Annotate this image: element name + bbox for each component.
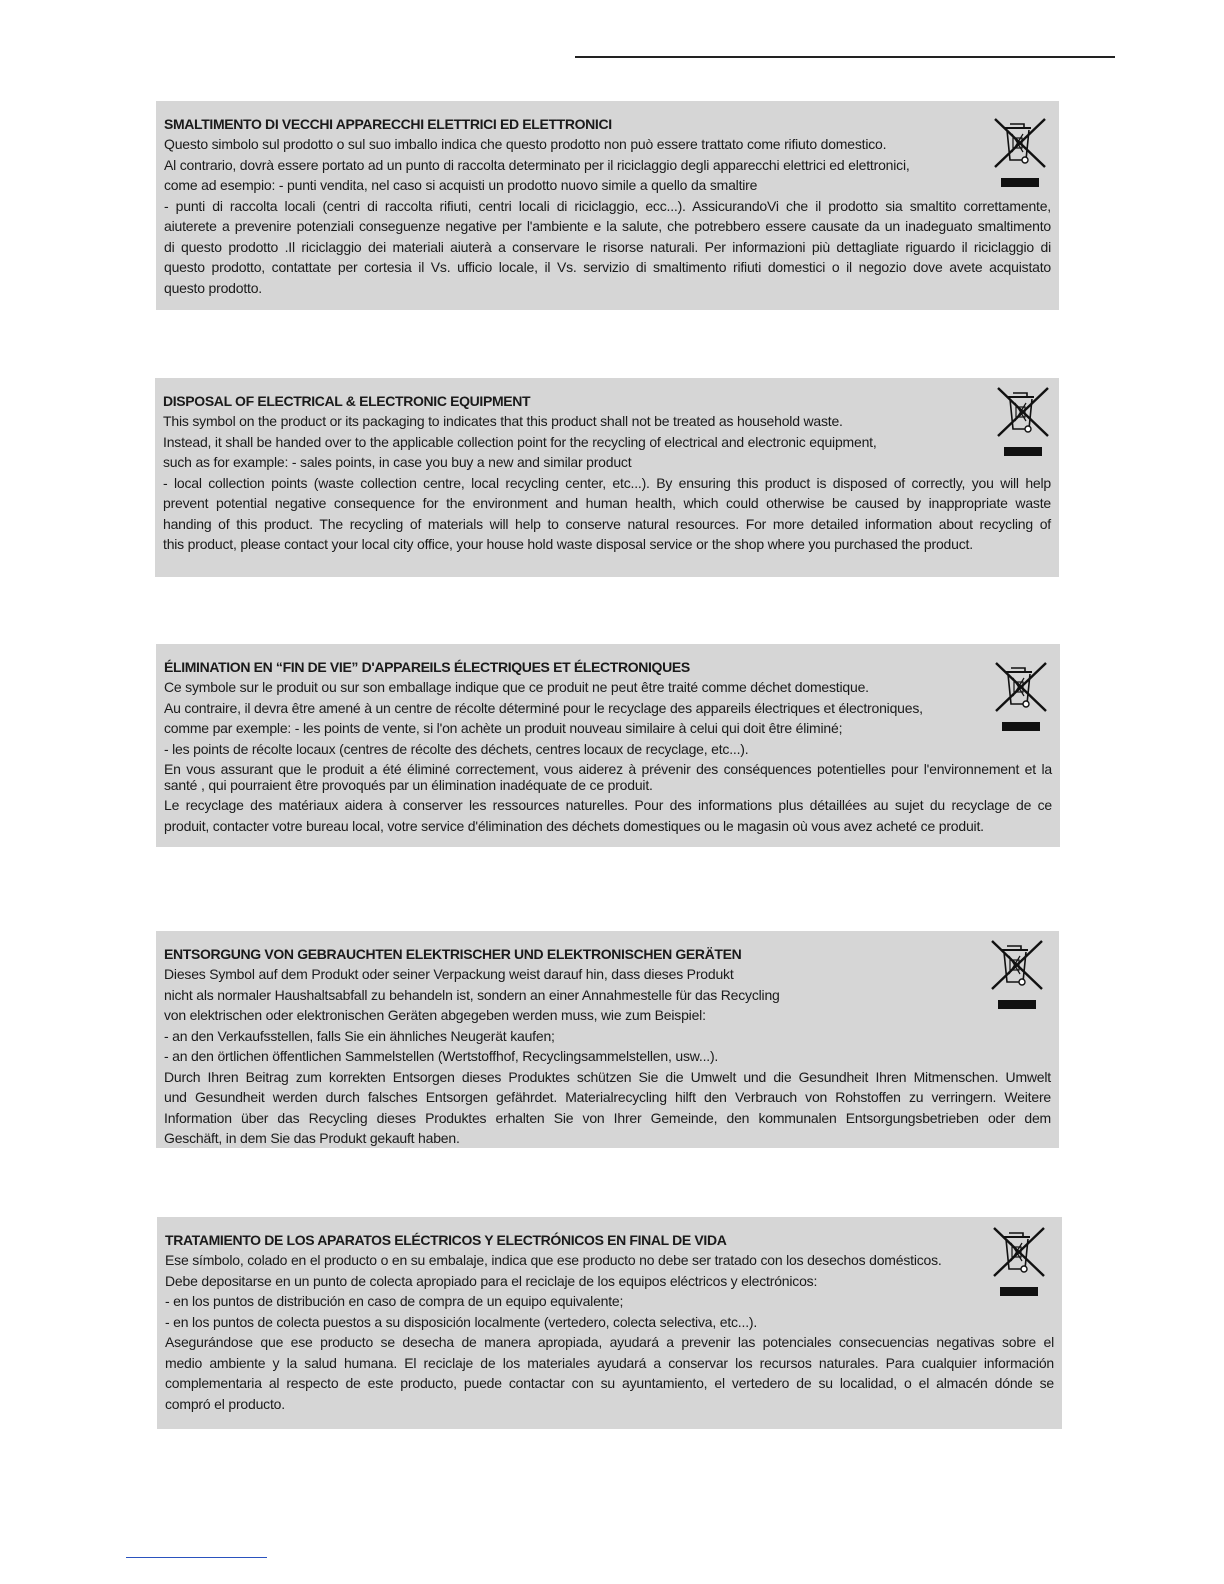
weee-crossed-bin-icon <box>995 385 1051 459</box>
footer-rule <box>126 1557 267 1558</box>
section-line: This symbol on the product or its packaging to indicates that this product shall not be treated as household waste. <box>163 413 843 429</box>
section-line: Ce symbole sur le produit ou sur son emballage indique que ce produit ne peut être traité comme déchet domestique. <box>164 679 869 695</box>
section-line: Geschäft, in dem Sie das Produkt gekauft haben. <box>164 1130 460 1146</box>
weee-crossed-bin-icon <box>989 938 1045 1012</box>
section-line: und Gesundheit werden durch falsches Entsorgen gefährdet. Materialrecycling hilft den Verbrauch von Rohstoffen zu verringern. Weitere <box>164 1089 1051 1105</box>
section-line: - an den Verkaufsstellen, falls Sie ein ähnliches Neugerät kaufen; <box>164 1027 555 1044</box>
weee-crossed-bin-icon <box>992 116 1048 190</box>
section-line: Au contraire, il devra être amené à un centre de récolte déterminé pour le recyclage des appareils électriques et électroniques, <box>164 699 923 716</box>
section-line: aiuterete a prevenire potenziali conseguenze negative per l'ambiente e la salute, che potrebbero essere causate da un inadeguato smaltimento <box>164 218 1051 234</box>
section-line: questo prodotto. <box>164 279 262 296</box>
section-line: - punti di raccolta locali (centri di raccolta rifiuti, centri locali di riciclaggio, ecc...). AssicurandoVi che il prodotto sia smaltito correttamente, <box>164 197 1051 214</box>
section-line: complementaria al respecto de este producto, puede contactar con su ayuntamiento, el vertedero de su localidad, o el almacén dónde se <box>165 1375 1054 1391</box>
section-line: - local collection points (waste collection centre, local recycling center, etc...). By ensuring this product is disposed of correctly, you will help <box>163 474 1051 491</box>
section-line: Le recyclage des matériaux aidera à conserver les ressources naturelles. Pour des informations plus détaillées au sujet du recyclage de ce <box>164 797 1052 813</box>
section-line: Asegurándose que ese producto se desecha de manera apropiada, ayudará a prevenir las potenciales consecuencias negativas sobre el <box>165 1334 1054 1350</box>
header-rule <box>575 56 1115 58</box>
section-line: Instead, it shall be handed over to the applicable collection point for the recycling of electrical and electronic equipment, <box>163 433 877 450</box>
section-line: santé , qui pourraient être provoqués par un élimination inadéquate de ce produit. <box>164 777 653 793</box>
section-title: DISPOSAL OF ELECTRICAL & ELECTRONIC EQUIPMENT <box>163 393 531 409</box>
section-line: Questo simbolo sul prodotto o sul suo imballo indica che questo prodotto non può essere trattato come rifiuto domestico. <box>164 136 887 152</box>
section-line: produit, contacter votre bureau local, votre service d'élimination des déchets domestiques ou le magasin où vous avez acheté ce produit. <box>164 817 984 834</box>
section-line: comme par exemple: - les points de vente, si l'on achète un produit nouveau similaire à celui qui doit être éliminé; <box>164 720 843 736</box>
section-line: Dieses Symbol auf dem Produkt oder seiner Verpackung weist darauf hin, dass dieses Produkt <box>164 966 734 982</box>
section-english <box>155 378 1059 577</box>
section-title: ENTSORGUNG VON GEBRAUCHTEN ELEKTRISCHER UND ELEKTRONISCHEN GERÄTEN <box>164 946 742 962</box>
section-line: - an den örtlichen öffentlichen Sammelstellen (Wertstoffhof, Recyclingsammelstellen, usw...). <box>164 1048 719 1064</box>
section-german <box>156 931 1059 1148</box>
section-line: medio ambiente y la salud humana. El reciclaje de los materiales ayudará a conservar los recursos naturales. Para cualquier información <box>165 1354 1054 1371</box>
section-line: - en los puntos de colecta puestos a su disposición localmente (vertedero, colecta selectiva, etc...). <box>165 1313 758 1330</box>
section-title: ÉLIMINATION EN “FIN DE VIE” D'APPAREILS ÉLECTRIQUES ET ÉLECTRONIQUES <box>164 659 690 675</box>
section-line: prevent potential negative consequence for the environment and human health, which could otherwise be caused by inappropriate waste <box>163 495 1051 511</box>
section-line: this product, please contact your local city office, your house hold waste disposal service or the shop where you purchased the product. <box>163 536 973 552</box>
section-line: questo prodotto, contattate per cortesia il Vs. ufficio locale, il Vs. servizio di smaltimento rifiuti domestici o il negozio dove avete acquistato <box>164 259 1051 275</box>
section-line: nicht als normaler Haushaltsabfall zu behandeln ist, sondern an einer Annahmestelle für das Recycling <box>164 986 780 1003</box>
section-line: di questo prodotto .Il riciclaggio dei materiali aiuterà a conservare le risorse naturali. Per informazioni più dettagliate riguardo il riciclaggio di <box>164 238 1051 255</box>
section-french <box>156 644 1060 847</box>
section-line: such as for example: - sales points, in case you buy a new and similar product <box>163 454 632 470</box>
section-title: SMALTIMENTO DI VECCHI APPARECCHI ELETTRICI ED ELETTRONICI <box>164 116 612 132</box>
section-line: Ese símbolo, colado en el producto o en su embalaje, indica que ese producto no debe ser tratado con los desechos domésticos. <box>165 1252 942 1268</box>
section-line: En vous assurant que le produit a été éliminé correctement, vous aiderez à prévenir des conséquences potentielles pour l'environnement et la <box>164 761 1052 777</box>
section-line: come ad esempio: - punti vendita, nel caso si acquisti un prodotto nuovo simile a quello da smaltire <box>164 177 758 193</box>
section-italian <box>156 101 1059 310</box>
section-line: handing of this product. The recycling of materials will help to conserve natural resources. For more detailed information about recycling of <box>163 515 1051 532</box>
section-line: Durch Ihren Beitrag zum korrekten Entsorgen dieses Produktes schützen Sie die Umwelt und die Gesundheit Ihren Mitmenschen. Umwelt <box>164 1068 1051 1085</box>
section-spanish <box>157 1217 1062 1429</box>
section-line: Al contrario, dovrà essere portato ad un punto di raccolta determinato per il riciclaggio degli apparecchi elettrici ed elettronici, <box>164 156 910 173</box>
weee-crossed-bin-icon <box>993 660 1049 734</box>
section-line: - les points de récolte locaux (centres de récolte des déchets, centres locaux de recyclage, etc...). <box>164 740 749 757</box>
section-line: - en los puntos de distribución en caso de compra de un equipo equivalente; <box>165 1293 624 1309</box>
section-line: Information über das Recycling dieses Produktes erhalten Sie von Ihrer Gemeinde, den kommunalen Entsorgungsbetrieben oder dem <box>164 1109 1051 1126</box>
section-line: Debe depositarse en un punto de colecta apropiado para el reciclaje de los equipos eléctricos y electrónicos: <box>165 1272 818 1289</box>
section-line: compró el producto. <box>165 1395 285 1412</box>
weee-crossed-bin-icon <box>991 1225 1047 1299</box>
section-title: TRATAMIENTO DE LOS APARATOS ELÉCTRICOS Y ELECTRÓNICOS EN FINAL DE VIDA <box>165 1232 727 1248</box>
section-line: von elektrischen oder elektronischen Geräten abgegeben werden muss, wie zum Beispiel: <box>164 1007 706 1023</box>
